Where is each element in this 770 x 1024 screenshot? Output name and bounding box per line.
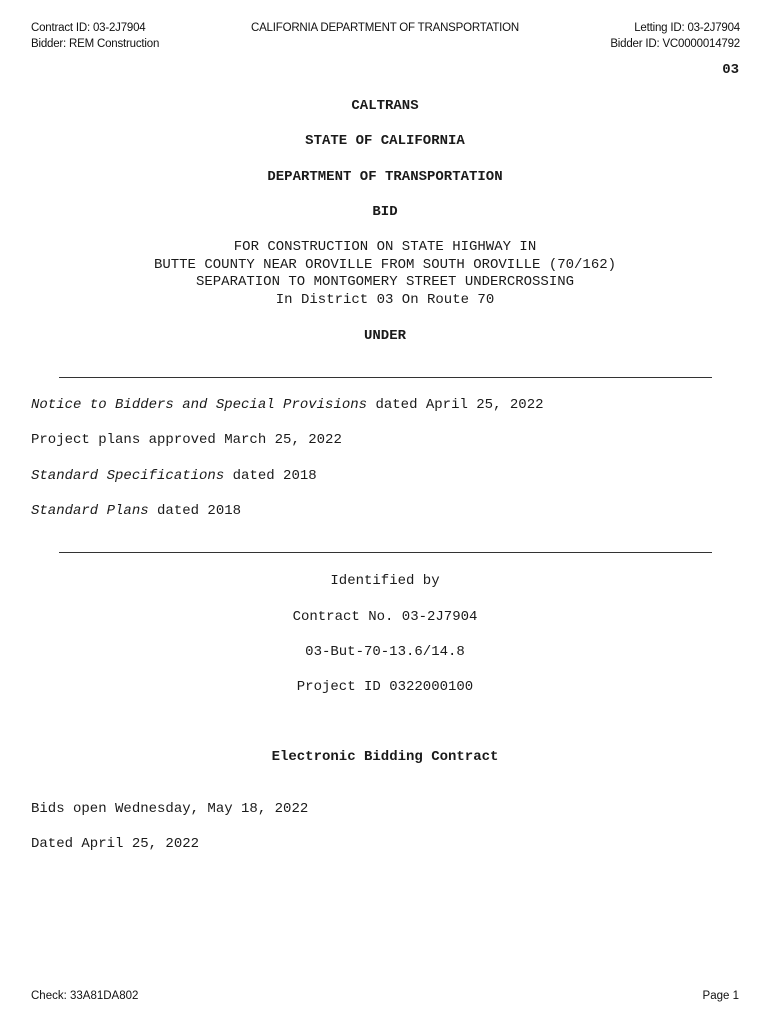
page-number: Page 1: [702, 990, 739, 1002]
reference-specifications: [31, 467, 317, 485]
agency-name: CALIFORNIA DEPARTMENT OF TRANSPORTATION: [250, 22, 520, 34]
reference-plans-text: Project plans approved March 25, 2022: [31, 432, 342, 448]
reference-notice: [31, 396, 544, 414]
bids-open-date: Bids open Wednesday, May 18, 2022: [31, 801, 309, 817]
identified-label: Identified by: [330, 573, 440, 589]
title-bid: BID: [372, 204, 398, 220]
page-header-right: [610, 20, 740, 52]
title-caltrans: CALTRANS: [351, 98, 419, 114]
letting-id: Letting ID: 03-2J7904: [634, 22, 740, 34]
reference-standard-plans-title: Standard Plans: [31, 503, 149, 519]
title-department: DEPARTMENT OF TRANSPORTATION: [267, 169, 503, 185]
reference-plans: [31, 431, 342, 449]
district-number: 03: [722, 62, 739, 78]
reference-specifications-date: dated 2018: [224, 468, 317, 484]
description-line-4: In District 03 On Route 70: [275, 292, 495, 308]
description-line-3: SEPARATION TO MONTGOMERY STREET UNDERCROSSING: [195, 274, 575, 290]
title-state: STATE OF CALIFORNIA: [305, 133, 465, 149]
reference-notice-title: Notice to Bidders and Special Provisions: [31, 397, 368, 413]
location-code: 03-But-70-13.6/14.8: [305, 644, 465, 660]
electronic-bidding-heading: Electronic Bidding Contract: [271, 749, 499, 765]
divider-top: [59, 377, 712, 378]
under-heading: UNDER: [363, 328, 406, 344]
description-line-1: FOR CONSTRUCTION ON STATE HIGHWAY IN: [233, 239, 537, 255]
contract-id: Contract ID: 03-2J7904: [31, 22, 146, 34]
bidder-id: Bidder ID: VC0000014792: [610, 38, 740, 50]
bidder-name: Bidder: REM Construction: [31, 38, 160, 50]
document-date: Dated April 25, 2022: [31, 836, 200, 852]
reference-notice-date: dated April 25, 2022: [367, 397, 544, 413]
check-code: Check: 33A81DA802: [31, 990, 139, 1002]
reference-standard-plans-date: dated 2018: [148, 503, 242, 519]
reference-specifications-title: Standard Specifications: [31, 468, 225, 484]
project-id: Project ID 0322000100: [296, 679, 474, 695]
contract-number: Contract No. 03-2J7904: [292, 609, 478, 625]
divider-bottom: [59, 552, 712, 553]
description-line-2: BUTTE COUNTY NEAR OROVILLE FROM SOUTH OROVILLE (70/162): [153, 257, 617, 273]
reference-standard-plans: [31, 502, 241, 520]
